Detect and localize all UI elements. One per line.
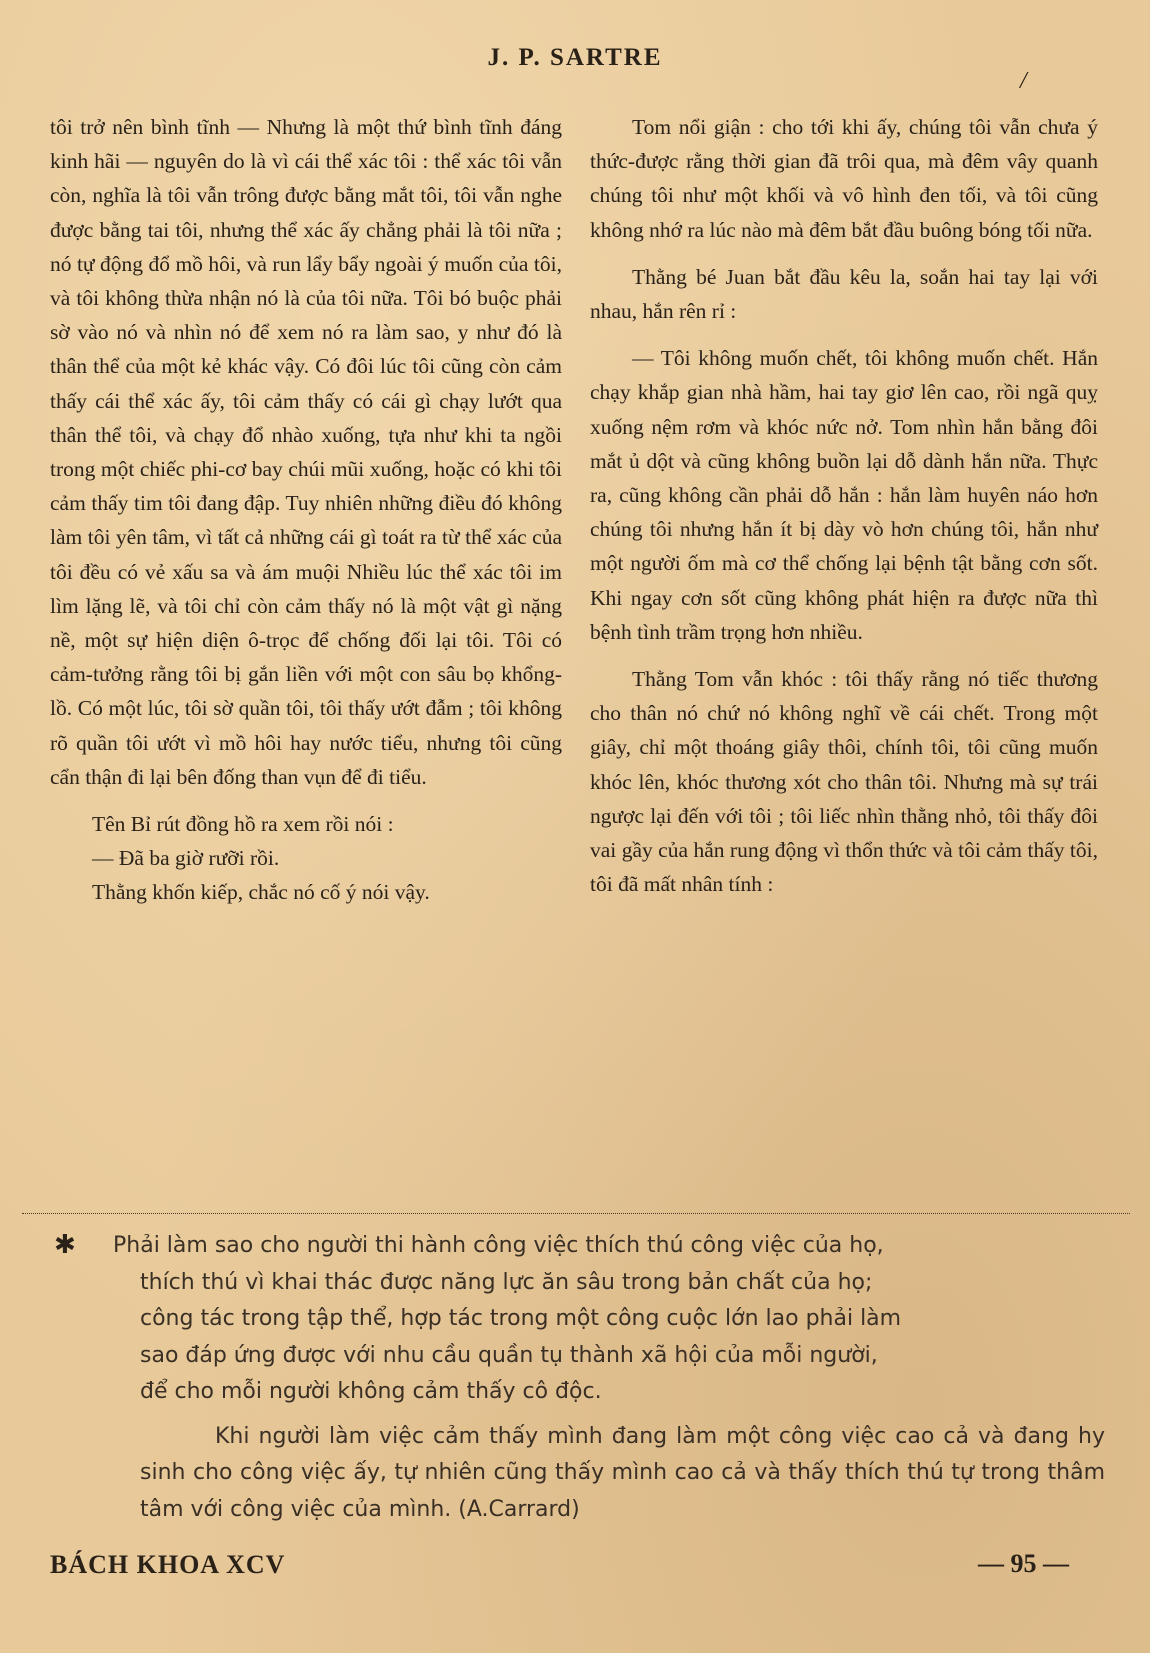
right-text-column (590, 110, 1098, 901)
paragraph: — Tôi không muốn chết, tôi không muốn chết. Hắn chạy khắp gian nhà hầm, hai tay giơ lên cao, rồi ngã quỵ xuống nệm rơm và khóc nức nở. Tom nhìn hắn bằng đôi mắt ủ dột và cũng không buồn lại dỗ dành hắn nữa. Thực ra, cũng không cần phải dỗ hắn : hắn làm huyên náo hơn chúng tôi nhưng hắn ít bị dày vò hơn chúng tôi, hắn như một người ốm mà cơ thể chống lại bệnh tật bằng cơn sốt. Khi ngay cơn sốt cũng không phát hiện ra được nữa thì bệnh tình trầm trọng hơn nhiều. (590, 346, 1098, 644)
left-text-column (50, 110, 562, 910)
page-number: — 95 — (978, 1549, 1069, 1578)
quote-line: để cho mỗi người không cảm thấy cô độc. (140, 1379, 602, 1404)
asterisk-icon: ✱ (54, 1230, 76, 1260)
quote-line: công tác trong tập thể, hợp tác trong một công cuộc lớn lao phải làm (140, 1306, 902, 1331)
paragraph: Tên Bỉ rút đồng hồ ra xem rồi nói : (92, 812, 394, 837)
quote-paragraph: Khi người làm việc cảm thấy mình đang làm một công việc cao cả và đang hy sinh cho công việc ấy, tự nhiên cũng thấy mình cao cả và thấy thích thú tự trong thâm tâm với công việc của mình. (A.Carrard) (140, 1423, 1105, 1522)
paragraph: Thằng bé Juan bắt đầu kêu la, soắn hai tay lại với nhau, hắn rên rỉ : (590, 264, 1098, 324)
running-header: J. P. SARTRE (487, 44, 663, 71)
section-divider (22, 1213, 1130, 1214)
quote-line: Phải làm sao cho người thi hành công việc thích thú công việc của họ, (113, 1233, 884, 1258)
paragraph: Thằng khốn kiếp, chắc nó cố ý nói vậy. (92, 880, 430, 905)
publication-name: BÁCH KHOA XCV (50, 1550, 286, 1579)
paragraph: — Đã ba giờ rưỡi rồi. (92, 846, 280, 871)
boxed-quote (54, 1228, 1105, 1528)
quote-line: thích thú vì khai thác được năng lực ăn sâu trong bản chất của họ; (140, 1269, 873, 1295)
margin-mark: / (1020, 68, 1027, 94)
paragraph: tôi trở nên bình tĩnh — Nhưng là một thứ bình tĩnh đáng kinh hãi — nguyên do là vì cái thể xác tôi : thể xác tôi vẫn còn, nghĩa là tôi vẫn trông được bằng mắt tôi, tôi vẫn nghe được bằng tai tôi, nhưng thể xác ấy chẳng phải là tôi nữa ; nó tự động đổ mồ hôi, và run lẩy bẩy ngoài ý muốn của tôi, và tôi không thừa nhận nó là của tôi nữa. Tôi bó buộc phải sờ vào nó và nhìn nó để xem nó ra làm sao, y như đó là thân thể của một kẻ khác vậy. Có đôi lúc tôi cũng còn cảm thấy cái thể xác ấy, tôi cảm thấy có cái gì chạy lướt qua thân thể tôi, và chạy đổ nhào xuống, tựa như khi ta ngồi trong một chiếc phi-cơ bay chúi mũi xuống, hoặc có khi tôi cảm thấy tim tôi đang đập. Tuy nhiên những điều đó không làm tôi yên tâm, vì tất cả những cái gì toát ra từ thể xác của tôi đều có vẻ xấu sa và ám muội Nhiều lúc thể xác tôi im lìm lặng lẽ, và tôi chỉ còn cảm thấy nó là một vật gì nặng nề, một sự hiện diện ô-trọc để chống đối lại tôi. Tôi có cảm-tưởng rằng tôi bị gắn liền với một con sâu bọ khổng-lồ. Có một lúc, tôi sờ quần tôi, tôi thấy ướt đẫm ; tôi không rõ quần tôi ướt vì mồ hôi hay nước tiểu, nhưng tôi cũng cẩn thận đi lại bên đống than vụn để đi tiểu. (50, 115, 562, 789)
quote-line: sao đáp ứng được với nhu cầu quần tụ thành xã hội của mỗi người, (140, 1342, 878, 1368)
paragraph: Tom nổi giận : cho tới khi ấy, chúng tôi vẫn chưa ý thức-được rằng thời gian đã trôi qua, mà đêm vây quanh chúng tôi như một khối và vô hình đen tối, và tôi cũng không nhớ ra lúc nào mà đêm bắt đầu buông bóng tối nữa. (590, 115, 1098, 242)
paragraph: Thằng Tom vẫn khóc : tôi thấy rằng nó tiếc thương cho thân nó chứ nó không nghĩ về cái chết. Trong một giây, chỉ một thoáng giây thôi, chính tôi, tôi cũng muốn khóc lên, khóc thương xót cho thân tôi. Nhưng mà sự trái ngược lại đến với tôi ; tôi liếc nhìn thằng nhỏ, tôi thấy đôi vai gầy của hắn rung động vì thổn thức và tôi cảm thấy tôi, tôi đã mất nhân tính : (590, 667, 1098, 897)
